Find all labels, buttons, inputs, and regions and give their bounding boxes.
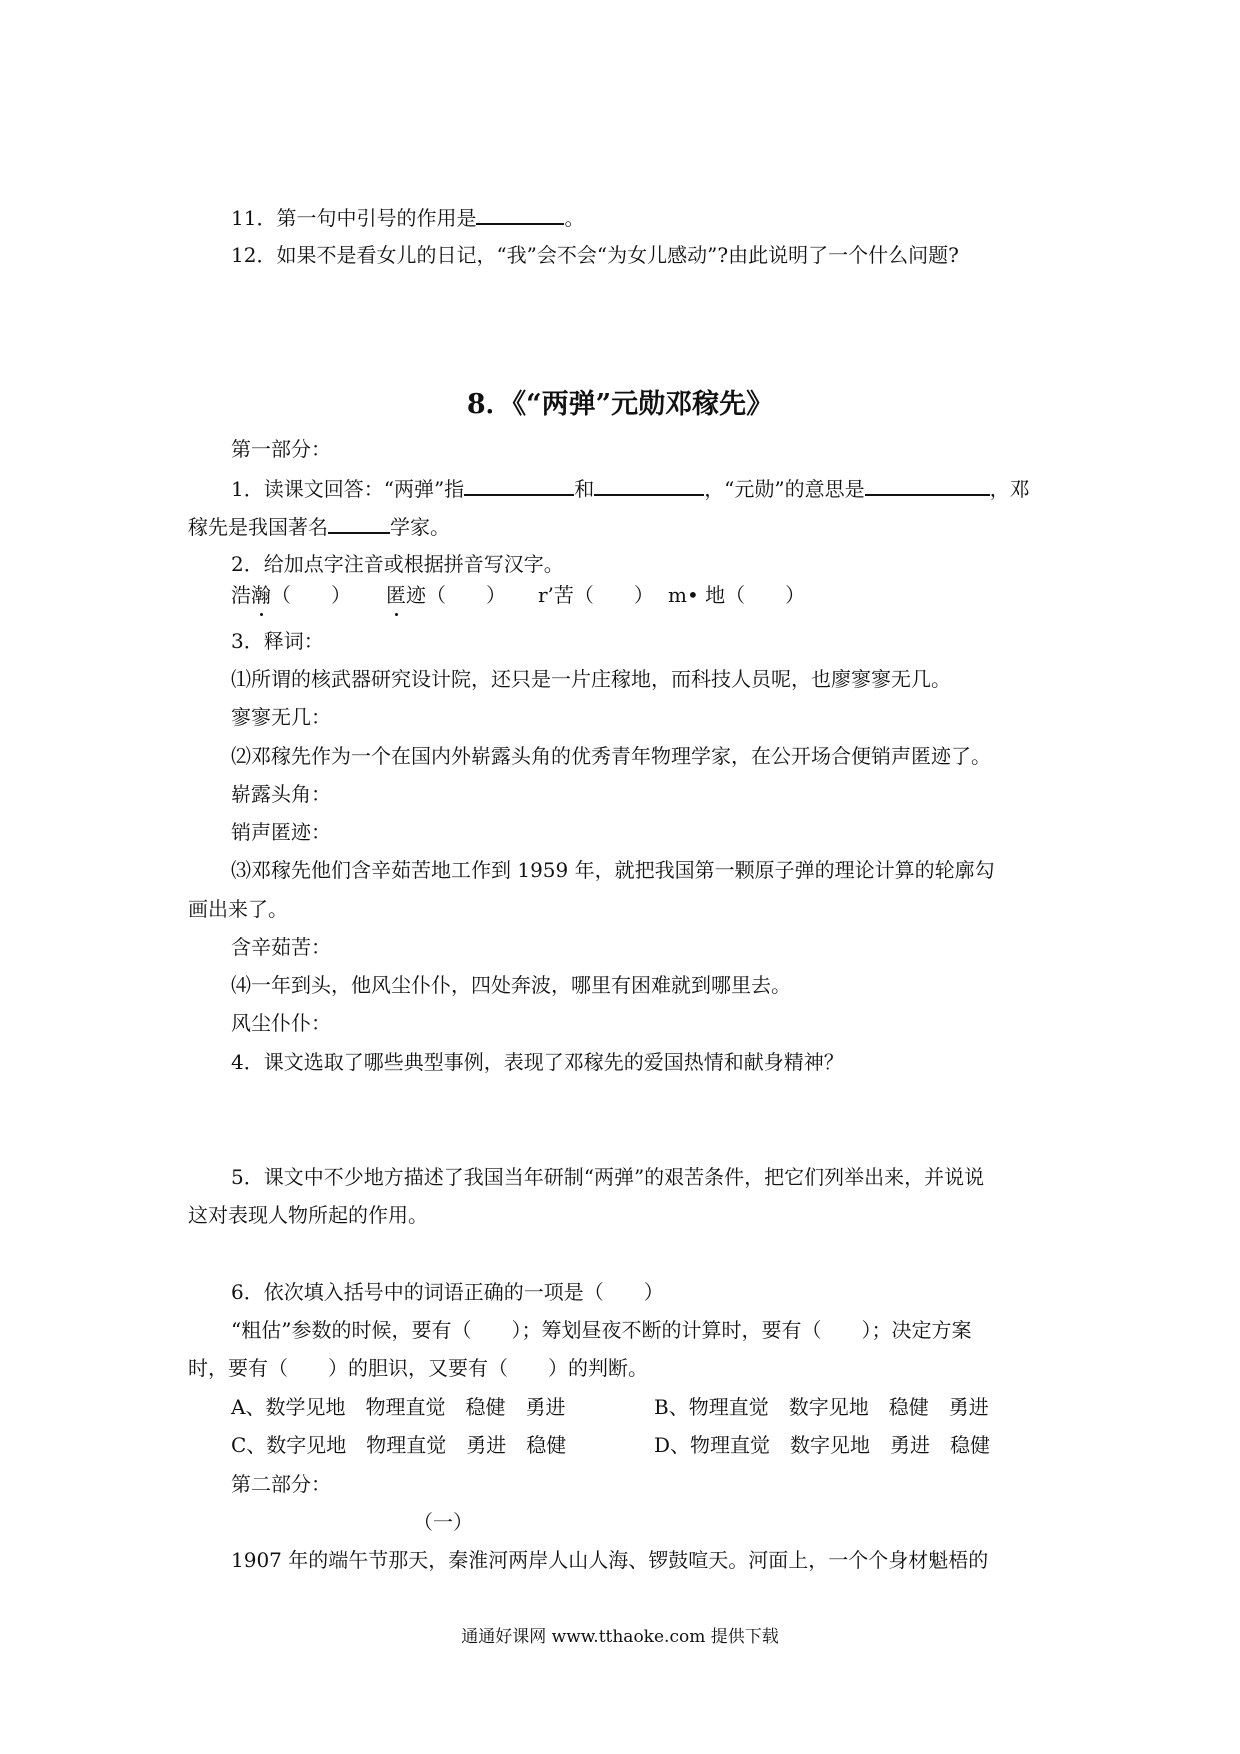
question-6-stem: “粗估”参数的时候，要有（ ）；筹划昼夜不断的计算时，要有（ ）；决定方案 bbox=[231, 1318, 972, 1342]
word-4: 含辛茹苦： bbox=[231, 935, 331, 959]
question-6-stem-cont: 时，要有（ ）的胆识，又要有（ ）的判断。 bbox=[188, 1356, 648, 1380]
word-1: 寥寥无几： bbox=[231, 705, 331, 729]
part1-heading: 第一部分： bbox=[231, 437, 331, 461]
question-3: 3．释词： bbox=[231, 629, 324, 653]
question-5: 5．课文中不少地方描述了我国当年研制“两弹”的艰苦条件，把它们列举出来，并说说 bbox=[231, 1165, 985, 1189]
footer-source: 通通好课网 www.tthaoke.com 提供下载 bbox=[461, 1627, 779, 1647]
lesson-title: 8．《“两弹”元勋邓稼先》 bbox=[466, 389, 774, 420]
option-a: A、数学见地 物理直觉 稳健 勇进 bbox=[231, 1395, 566, 1419]
answer-blank bbox=[464, 472, 574, 496]
word-3: 销声匿迹： bbox=[231, 820, 331, 844]
passage-paragraph: 1907 年的端午节那天，秦淮河两岸人山人海、锣鼓喧天。河面上，一个个身材魁梧的 bbox=[231, 1548, 989, 1572]
pinyin-item: 浩瀚（ ） bbox=[231, 580, 386, 610]
question-5-cont: 这对表现人物所起的作用。 bbox=[188, 1203, 428, 1227]
sentence-1: ⑴所谓的核武器研究设计院，还只是一片庄稼地，而科技人员呢，也廖寥寥无几。 bbox=[231, 667, 951, 691]
question-11: 11．第一句中引号的作用是 。 bbox=[231, 201, 584, 233]
section-label: （一） bbox=[413, 1510, 473, 1534]
question-2: 2．给加点字注音或根据拼音写汉字。 bbox=[231, 552, 564, 576]
answer-blank bbox=[865, 472, 990, 496]
question-4: 4．课文选取了哪些典型事例，表现了邓稼先的爱国热情和献身精神？ bbox=[231, 1050, 844, 1074]
answer-blank bbox=[476, 201, 564, 225]
pinyin-item: r’苦（ ） bbox=[538, 583, 654, 607]
part2-heading: 第二部分： bbox=[231, 1472, 331, 1496]
sentence-4: ⑷一年到头，他风尘仆仆，四处奔波，哪里有困难就到哪里去。 bbox=[231, 973, 791, 997]
sentence-3-cont: 画出来了。 bbox=[188, 897, 288, 921]
answer-blank bbox=[328, 510, 390, 534]
options-row-2 bbox=[231, 1430, 990, 1460]
sentence-2: ⑵邓稼先作为一个在国内外崭露头角的优秀青年物理学家，在公开场合便销声匿迹了。 bbox=[231, 744, 991, 768]
word-5: 风尘仆仆： bbox=[231, 1011, 331, 1035]
question-1-cont: 稼先是我国著名 学家。 bbox=[188, 510, 450, 542]
options-row-1 bbox=[231, 1392, 989, 1422]
word-2: 崭露头角： bbox=[231, 782, 331, 806]
option-b: B、物理直觉 数字见地 稳健 勇进 bbox=[654, 1395, 989, 1419]
option-d: D、物理直觉 数字见地 勇进 稳健 bbox=[654, 1433, 991, 1457]
option-c: C、数字见地 物理直觉 勇进 稳健 bbox=[231, 1433, 567, 1457]
sentence-3: ⑶邓稼先他们含辛茹苦地工作到 1959 年，就把我国第一颗原子弹的理论计算的轮廓勾 bbox=[231, 858, 995, 882]
question-2-items bbox=[231, 580, 805, 610]
pinyin-item: m• 地（ ） bbox=[668, 583, 806, 607]
question-1: 1．读课文回答：“两弹”指 和 ，“元勋”的意思是 ，邓 bbox=[231, 472, 1030, 504]
pinyin-item: 匿迹（ ） bbox=[386, 580, 538, 610]
question-6: 6．依次填入括号中的词语正确的一项是（ ） bbox=[231, 1280, 664, 1304]
question-12: 12．如果不是看女儿的日记，“我”会不会“为女儿感动”?由此说明了一个什么问题? bbox=[231, 243, 959, 267]
answer-blank bbox=[594, 472, 704, 496]
